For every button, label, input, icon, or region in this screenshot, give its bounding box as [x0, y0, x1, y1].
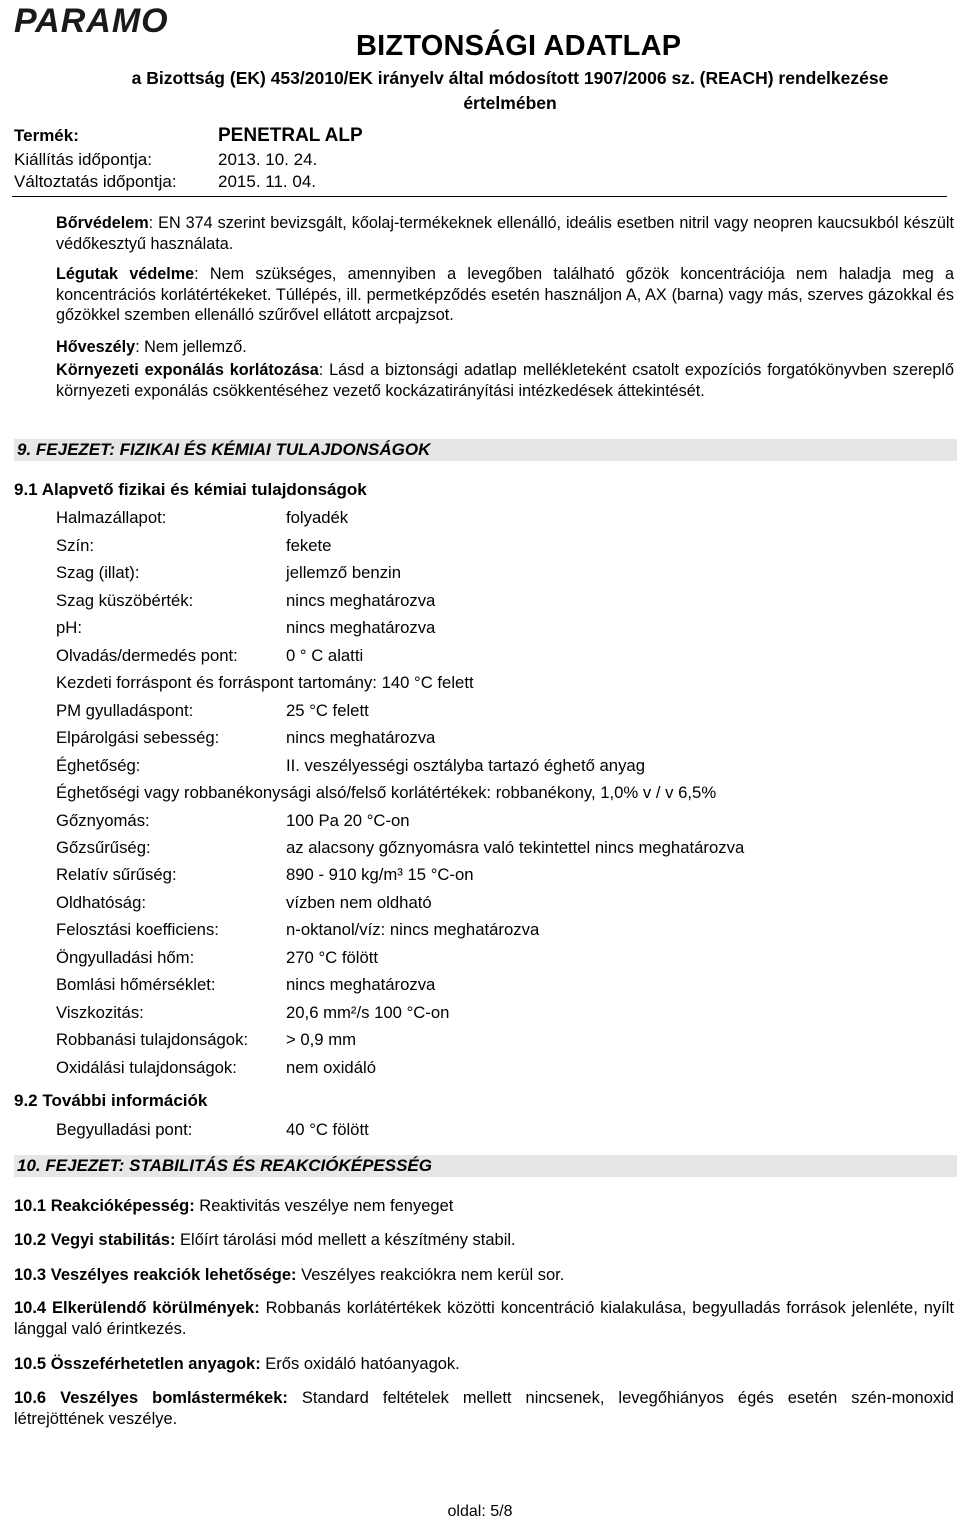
subsection-9-2-heading: 9.2 További információk [14, 1091, 208, 1110]
property-label: Oxidálási tulajdonságok: [56, 1058, 237, 1077]
property-label: Felosztási koefficiens: [56, 920, 219, 939]
stability-item-title: Elkerülendő körülmények: [52, 1299, 260, 1317]
property-row [56, 700, 369, 722]
ignition-point-label: Begyulladási pont: [56, 1120, 193, 1139]
property-label: Szín: [56, 536, 95, 555]
stability-item [14, 1196, 954, 1217]
change-date-value: 2015. 11. 04. [218, 172, 316, 191]
property-value: vízben nem oldható [286, 893, 432, 912]
property-label: pH: [56, 618, 82, 637]
property-label: Oldhatóság: [56, 893, 146, 912]
environmental-exposure-text: : Lásd a biztonsági adatlap mellékleteként csatolt expozíciós forgatókönyvben szereplő környezeti exponálás csökkentéséhez vezető kockázatirányítási intézkedések áttekintését. [56, 361, 954, 400]
stability-item-text: Előírt tárolási mód mellett a készítmény stabil. [175, 1231, 516, 1249]
property-text: Kezdeti forráspont és forráspont tartomány: 140 °C felett [56, 673, 474, 692]
document-subtitle [60, 66, 960, 116]
stability-item-title: Reakcióképesség: [50, 1197, 195, 1215]
stability-item-number: 10.5 [14, 1355, 47, 1373]
property-row [56, 727, 435, 749]
property-row [56, 864, 474, 886]
property-row [56, 617, 435, 639]
ignition-point-row [56, 1119, 369, 1141]
product-name: PENETRAL ALP [218, 125, 363, 146]
skin-protection [56, 213, 954, 254]
property-value: 20,6 mm²/s 100 °C-on [286, 1003, 450, 1022]
property-label: PM gyulladáspont: [56, 701, 194, 720]
stability-item-title: Veszélyes reakciók lehetősége: [50, 1266, 297, 1284]
property-value: 100 Pa 20 °C-on [286, 811, 410, 830]
property-row [56, 837, 744, 859]
property-row [56, 782, 716, 804]
stability-item-text: Reaktivitás veszélye nem fenyeget [194, 1197, 454, 1215]
stability-item [14, 1230, 954, 1251]
property-value: az alacsony gőznyomásra való tekintettel nincs meghatározva [286, 838, 745, 857]
section-9-heading: 9. FEJEZET: FIZIKAI ÉS KÉMIAI TULAJDONSÁGOK [14, 439, 957, 461]
property-value: folyadék [286, 508, 349, 527]
stability-item [14, 1298, 954, 1340]
change-date-row [14, 171, 316, 193]
ignition-point-value: 40 °C fölött [286, 1120, 369, 1139]
stability-item-text: Erős oxidáló hatóanyagok. [260, 1355, 460, 1373]
property-row [56, 810, 410, 832]
property-label: Szag (illat): [56, 563, 140, 582]
property-label: Bomlási hőmérséklet: [56, 975, 216, 994]
property-value: nincs meghatározva [286, 618, 436, 637]
page-number: oldal: 5/8 [447, 1503, 513, 1520]
stability-item-text: Standard feltételek mellett nincsenek, levegőhiányos égés esetén szén-monoxid létrejöttének veszélye. [14, 1389, 954, 1428]
property-label: Éghetőség: [56, 756, 141, 775]
property-row [56, 507, 348, 529]
stability-item-number: 10.6 [14, 1389, 47, 1407]
skin-protection-text: : EN 374 szerint bevizsgált, kőolaj-termékeknek ellenálló, ideális esetben nitril vagy neopren kaucsukból készült védőkesztyű használata. [56, 214, 954, 253]
paramo-logo [12, 4, 212, 38]
property-row [56, 562, 401, 584]
stability-item-number: 10.2 [14, 1231, 47, 1249]
property-value: 270 °C fölött [286, 948, 379, 967]
property-value: jellemző benzin [286, 563, 402, 582]
property-value: nincs meghatározva [286, 591, 436, 610]
property-row [56, 590, 435, 612]
property-label: Öngyulladási hőm: [56, 948, 195, 967]
property-row [56, 1057, 376, 1079]
property-value: nincs meghatározva [286, 975, 436, 994]
subtitle-line-2: értelmében [463, 93, 557, 113]
respiratory-protection-title: Légutak védelme [56, 265, 195, 283]
property-row [56, 947, 378, 969]
property-value: nincs meghatározva [286, 728, 436, 747]
property-label: Relatív sűrűség: [56, 865, 177, 884]
header-divider [12, 196, 947, 197]
property-row [56, 1002, 449, 1024]
logo-text: PARAMO [14, 4, 169, 38]
property-label: Gőznyomás: [56, 811, 150, 830]
stability-item [14, 1388, 954, 1430]
property-label: Robbanási tulajdonságok: [56, 1030, 249, 1049]
heat-hazard [56, 337, 954, 358]
document-title: BIZTONSÁGI ADATLAP [356, 30, 682, 62]
stability-item-title: Vegyi stabilitás: [50, 1231, 176, 1249]
subtitle-line-1: a Bizottság (EK) 453/2010/EK irányelv által módosított 1907/2006 sz. (REACH) rendelkezése [131, 68, 889, 88]
stability-item-number: 10.4 [14, 1299, 47, 1317]
subsection-9-1-heading: 9.1 Alapvető fizikai és kémiai tulajdonságok [14, 480, 367, 499]
property-label: Olvadás/dermedés pont: [56, 646, 238, 665]
issue-date-label: Kiállítás időpontja: [14, 150, 152, 169]
property-value: fekete [286, 536, 332, 555]
issue-date-value: 2013. 10. 24. [218, 150, 318, 169]
product-label: Termék: [14, 126, 79, 145]
property-row [56, 645, 363, 667]
property-row [56, 919, 539, 941]
property-value: n-oktanol/víz: nincs meghatározva [286, 920, 540, 939]
stability-item-number: 10.1 [14, 1197, 47, 1215]
stability-item-text: Robbanás korlátértékek közötti koncentráció kialakulása, begyulladás források jelenléte, nyílt lánggal való érintkezés. [14, 1299, 954, 1338]
property-label: Elpárolgási sebesség: [56, 728, 220, 747]
property-label: Halmazállapot: [56, 508, 167, 527]
issue-date-row [14, 149, 317, 171]
property-label: Viszkozitás: [56, 1003, 144, 1022]
heat-hazard-title: Hőveszély [56, 338, 136, 356]
stability-item-text: Veszélyes reakciókra nem kerül sor. [296, 1266, 565, 1284]
change-date-label: Változtatás időpontja: [14, 172, 177, 191]
respiratory-protection [56, 264, 954, 326]
heat-hazard-text: : Nem jellemző. [135, 338, 247, 356]
property-label: Szag küszöbérték: [56, 591, 194, 610]
property-text: Éghetőségi vagy robbanékonysági alsó/felső korlátértékek: robbanékony, 1,0% v / v 6,5% [56, 783, 717, 802]
property-value: nem oxidáló [286, 1058, 376, 1077]
property-row [56, 974, 435, 996]
respiratory-protection-text: : Nem szükséges, amennyiben a levegőben található gőzök koncentrációja nem haladja meg a koncentrációs korlátértékeket. Túllépés, ill. permetképződés esetén használjon A, AX (barna) vagy más, szerves gázokkal és gőzökkel szemben ellenálló szűrővel ellátott arcpajzsot. [56, 265, 954, 324]
property-row [56, 1029, 356, 1051]
property-value: 890 - 910 kg/m³ 15 °C-on [286, 865, 474, 884]
property-row [56, 535, 331, 557]
skin-protection-title: Bőrvédelem [56, 214, 149, 232]
product-row [14, 125, 363, 147]
environmental-exposure [56, 360, 954, 401]
property-row [56, 755, 645, 777]
property-value: 25 °C felett [286, 701, 369, 720]
stability-item-title: Összeférhetetlen anyagok: [50, 1355, 261, 1373]
property-value: II. veszélyességi osztályba tartazó éghető anyag [286, 756, 645, 775]
property-label: Gőzsűrűség: [56, 838, 151, 857]
property-value: 0 ° C alatti [286, 646, 364, 665]
property-row [56, 672, 474, 694]
stability-item [14, 1354, 954, 1375]
stability-item [14, 1265, 954, 1286]
property-row [56, 892, 432, 914]
stability-item-number: 10.3 [14, 1266, 47, 1284]
property-value: > 0,9 mm [286, 1030, 357, 1049]
section-10-heading: 10. FEJEZET: STABILITÁS ÉS REAKCIÓKÉPESSÉG [14, 1155, 957, 1177]
environmental-exposure-title: Környezeti exponálás korlátozása [56, 361, 319, 379]
stability-item-title: Veszélyes bomlástermékek: [60, 1389, 288, 1407]
